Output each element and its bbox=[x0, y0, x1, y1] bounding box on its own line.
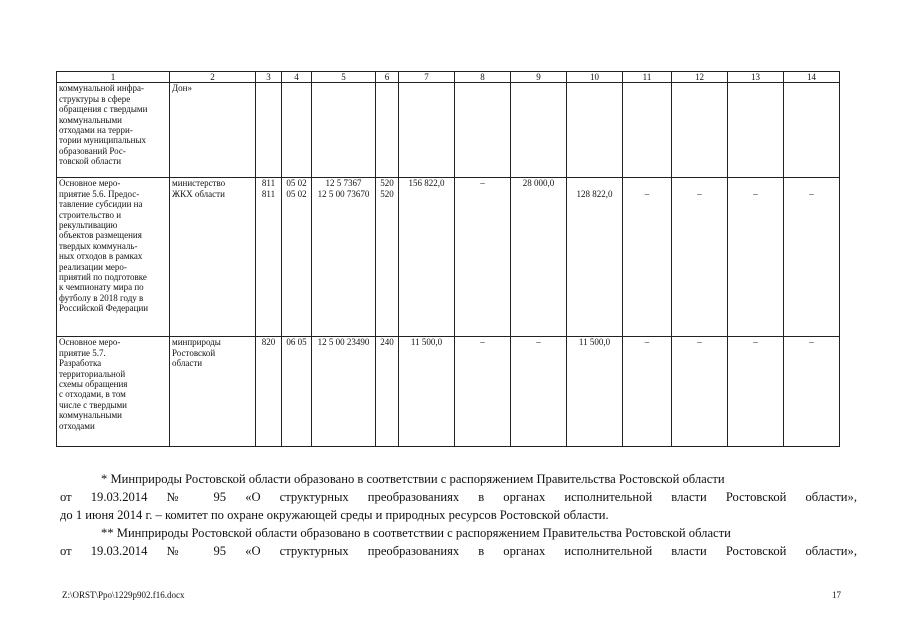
executor-cell: министерство ЖКХ области bbox=[170, 178, 256, 337]
year-amount-cell: – bbox=[784, 337, 840, 447]
column-header: 3 bbox=[256, 72, 282, 83]
table-cell bbox=[312, 83, 376, 178]
table-cell bbox=[511, 83, 567, 178]
total-amount-cell: 11 500,0 bbox=[399, 337, 455, 447]
table-cell bbox=[728, 83, 784, 178]
executor-cell: Дон» bbox=[170, 83, 256, 178]
footnotes bbox=[60, 470, 857, 560]
footnote-1-line: до 1 июня 2014 г. – комитет по охране окружающей среды и природных ресурсов Ростовской области. bbox=[60, 508, 609, 522]
section-code-cell: 06 05 bbox=[282, 337, 312, 447]
column-header: 5 bbox=[312, 72, 376, 83]
year-amount-cell: – bbox=[455, 178, 511, 337]
table-cell bbox=[784, 83, 840, 178]
year-amount-cell: – bbox=[511, 337, 567, 447]
table-cell bbox=[282, 83, 312, 178]
budget-table bbox=[56, 71, 840, 447]
year-amount-cell: – bbox=[728, 337, 784, 447]
table-header-row bbox=[57, 72, 840, 83]
table-cell bbox=[567, 83, 623, 178]
table-cell bbox=[623, 83, 672, 178]
footnote-2-line: от 19.03.2014 № 95 «О структурных преобразованиях в органах исполнительной власти Ростовской области», bbox=[60, 544, 857, 558]
column-header: 4 bbox=[282, 72, 312, 83]
column-header: 11 bbox=[623, 72, 672, 83]
footnote-1-line: * Минприроды Ростовской области образовано в соответствии с распоряжением Правительства Ростовской области bbox=[101, 472, 725, 486]
grbs-code-cell: 820 bbox=[256, 337, 282, 447]
footnote-1-line: от 19.03.2014 № 95 «О структурных преобразованиях в органах исполнительной власти Ростовской области», bbox=[60, 490, 857, 504]
year-amount-cell: – bbox=[623, 178, 672, 337]
activity-name-cell: Основное меро- приятие 5.6. Предос- тавление субсидии на строительство и рекультивацию объектов размещения твердых коммуналь- ных отходов в рамках реализации меро- приятий по подготовке к чемпионату мира по футболу в 2018 году в Российской Федерации bbox=[57, 178, 170, 337]
section-code-cell: 05 02 05 02 bbox=[282, 178, 312, 337]
column-header: 13 bbox=[728, 72, 784, 83]
file-path: Z:\ORST\Ppo\1229p902.f16.docx bbox=[62, 590, 185, 600]
activity-name-cell: коммунальной инфра- структуры в сфере обращения с твердыми коммунальными отходами на терри- тории муниципальных образований Рос- товской области bbox=[57, 83, 170, 178]
column-header: 14 bbox=[784, 72, 840, 83]
executor-cell: минприроды Ростовской области bbox=[170, 337, 256, 447]
year-amount-cell: – bbox=[455, 337, 511, 447]
year-amount-cell: – bbox=[672, 337, 728, 447]
table-cell bbox=[455, 83, 511, 178]
year-amount-cell: – bbox=[623, 337, 672, 447]
table-row bbox=[57, 178, 840, 337]
page-number: 17 bbox=[832, 590, 841, 600]
column-header: 12 bbox=[672, 72, 728, 83]
year-amount-cell: 128 822,0 bbox=[567, 178, 623, 337]
target-article-cell: 12 5 00 23490 bbox=[312, 337, 376, 447]
table-row bbox=[57, 83, 840, 178]
table-cell bbox=[672, 83, 728, 178]
column-header: 8 bbox=[455, 72, 511, 83]
total-amount-cell: 156 822,0 bbox=[399, 178, 455, 337]
column-header: 2 bbox=[170, 72, 256, 83]
year-amount-cell: – bbox=[784, 178, 840, 337]
year-amount-cell: – bbox=[728, 178, 784, 337]
expense-type-cell: 240 bbox=[376, 337, 399, 447]
column-header: 6 bbox=[376, 72, 399, 83]
table-cell bbox=[399, 83, 455, 178]
expense-type-cell: 520 520 bbox=[376, 178, 399, 337]
column-header: 9 bbox=[511, 72, 567, 83]
target-article-cell: 12 5 7367 12 5 00 73670 bbox=[312, 178, 376, 337]
table-cell bbox=[376, 83, 399, 178]
year-amount-cell: 11 500,0 bbox=[567, 337, 623, 447]
year-amount-cell: 28 000,0 bbox=[511, 178, 567, 337]
column-header: 7 bbox=[399, 72, 455, 83]
column-header: 1 bbox=[57, 72, 170, 83]
grbs-code-cell: 811 811 bbox=[256, 178, 282, 337]
table-cell bbox=[256, 83, 282, 178]
footnote-2-line: ** Минприроды Ростовской области образовано в соответствии с распоряжением Правительства Ростовской области bbox=[101, 526, 731, 540]
column-header: 10 bbox=[567, 72, 623, 83]
activity-name-cell: Основное меро- приятие 5.7. Разработка территориальной схемы обращения с отходами, в том числе с твердыми коммунальными отходами bbox=[57, 337, 170, 447]
table-row bbox=[57, 337, 840, 447]
year-amount-cell: – bbox=[672, 178, 728, 337]
